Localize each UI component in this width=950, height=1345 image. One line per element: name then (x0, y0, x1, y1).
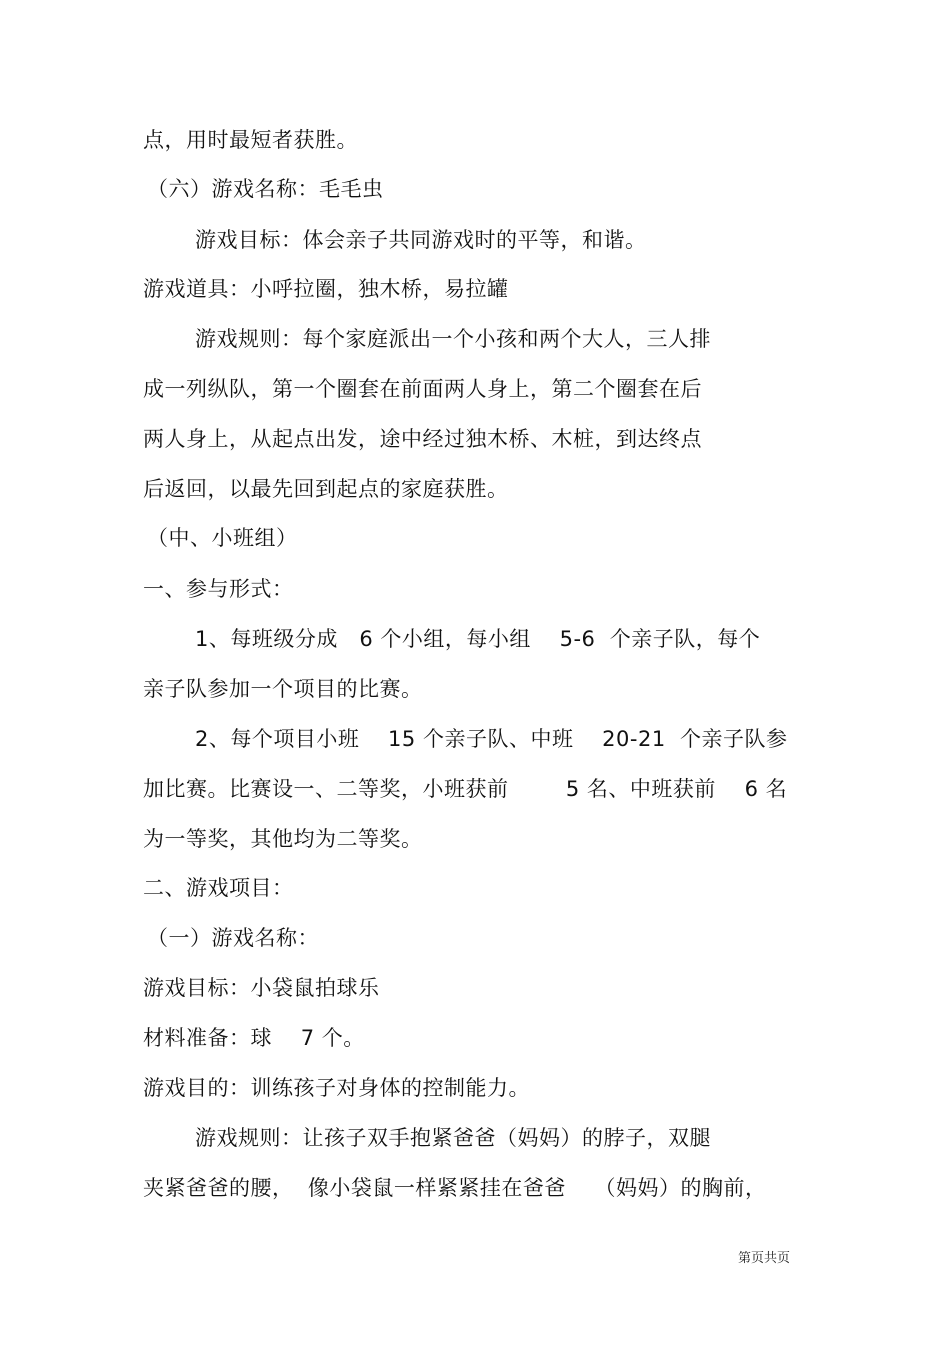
text-line: 加比赛。比赛设一、二等奖，小班获前 5 名、中班获前 6 名 (143, 777, 788, 801)
text-line: 材料准备：球 7 个。 (143, 1026, 365, 1050)
text-line: 为一等奖，其他均为二等奖。 (143, 827, 423, 851)
page-footer: 第页共页 (738, 1251, 791, 1266)
section-heading: （六）游戏名称：毛毛虫 (147, 177, 384, 201)
text-line: 游戏目标：体会亲子共同游戏时的平等，和谐。 (195, 228, 647, 252)
text-line: 点，用时最短者获胜。 (143, 128, 358, 152)
text-line: 亲子队参加一个项目的比赛。 (143, 677, 423, 701)
text-line: 游戏目的：训练孩子对身体的控制能力。 (143, 1076, 530, 1100)
text-line: 游戏规则：每个家庭派出一个小孩和两个大人，三人排 (195, 327, 711, 351)
section-heading: 一、参与形式： (143, 577, 294, 601)
text-line: 后返回，以最先回到起点的家庭获胜。 (143, 477, 509, 501)
text-line: 2、每个项目小班 15 个亲子队、中班 20-21 个亲子队参 (195, 727, 788, 751)
text-line: 1、每班级分成 6 个小组，每小组 5-6 个亲子队，每个 (195, 627, 761, 651)
section-heading: （中、小班组） (147, 526, 298, 550)
text-line: 两人身上，从起点出发，途中经过独木桥、木桩，到达终点 (143, 427, 702, 451)
text-line: 夹紧爸爸的腰， 像小袋鼠一样紧紧挂在爸爸 （妈妈）的胸前， (143, 1176, 767, 1200)
text-line: 游戏目标：小袋鼠拍球乐 (143, 976, 380, 1000)
text-line: 成一列纵队，第一个圈套在前面两人身上，第二个圈套在后 (143, 377, 702, 401)
text-line: 游戏道具：小呼拉圈，独木桥，易拉罐 (143, 277, 509, 301)
section-heading: （一）游戏名称： (147, 926, 319, 950)
section-heading: 二、游戏项目： (143, 876, 294, 900)
text-line: 游戏规则：让孩子双手抱紧爸爸（妈妈）的脖子，双腿 (195, 1126, 711, 1150)
